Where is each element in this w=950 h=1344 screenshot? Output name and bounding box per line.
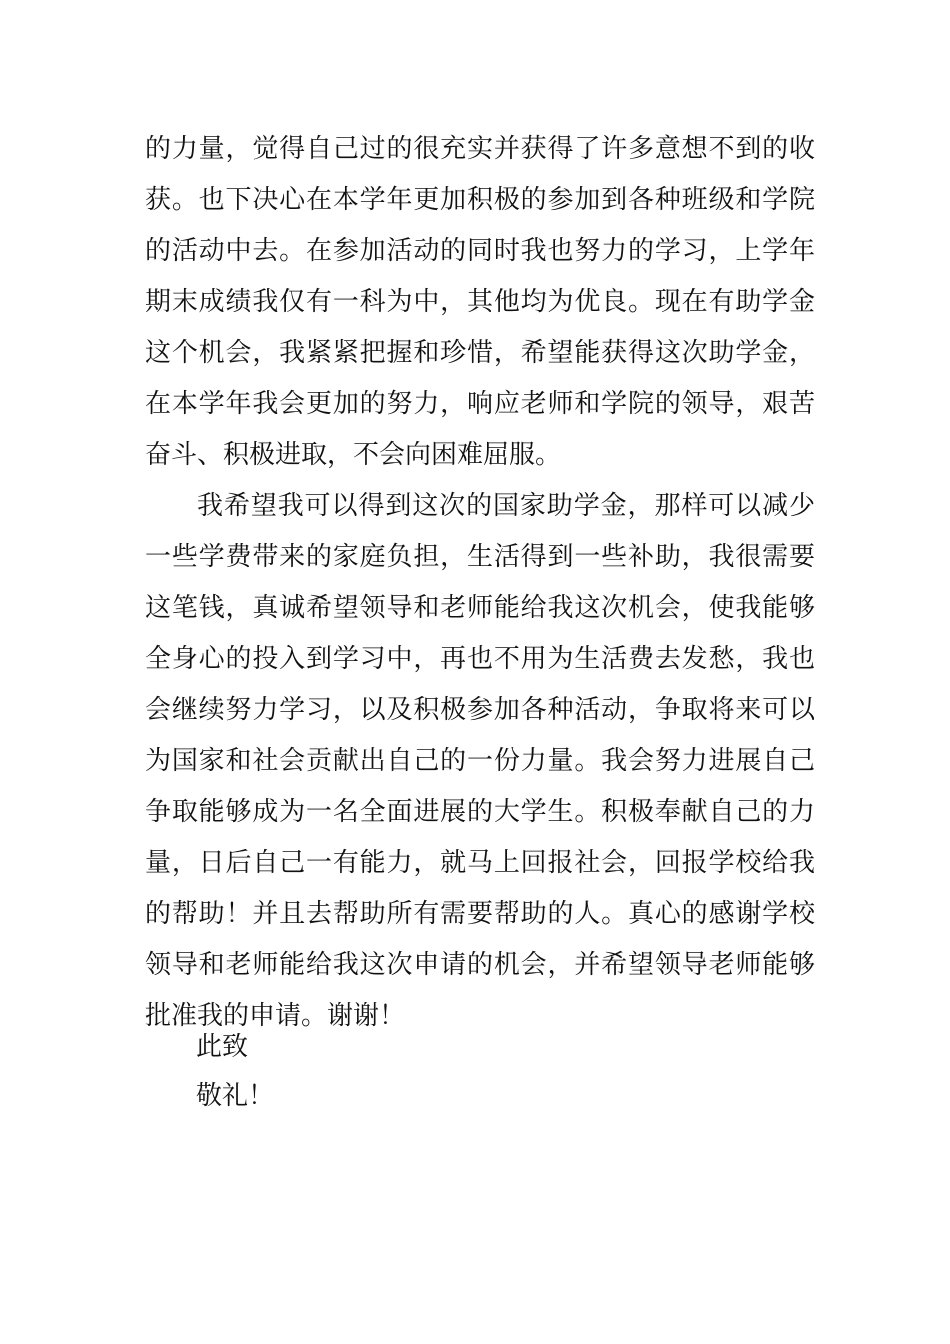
paragraph-2-line: 一些学费带来的家庭负担，生活得到一些补助，我很需要 [145, 542, 815, 572]
paragraph-2-line: 全身心的投入到学习中，再也不用为生活费去发愁，我也 [145, 644, 815, 674]
paragraph-2-line: 为国家和社会贡献出自己的一份力量。我会努力进展自己 [145, 746, 815, 776]
paragraph-1-line: 期末成绩我仅有一科为中，其他均为优良。现在有助学金 [145, 287, 815, 317]
paragraph-2-line: 我希望我可以得到这次的国家助学金，那样可以减少 [197, 491, 815, 521]
paragraph-2-line: 的帮助！并且去帮助所有需要帮助的人。真心的感谢学校 [145, 899, 815, 929]
letter-body [145, 124, 815, 1042]
paragraph-2-line: 批准我的申请。谢谢！ [145, 1001, 406, 1031]
paragraph-2-line: 会继续努力学习，以及积极参加各种活动，争取将来可以 [145, 695, 815, 725]
paragraph-1-line: 在本学年我会更加的努力，响应老师和学院的领导，艰苦 [145, 389, 815, 419]
paragraph-1-line: 获。也下决心在本学年更加积极的参加到各种班级和学院 [145, 185, 815, 215]
paragraph-2-line: 领导和老师能给我这次申请的机会，并希望领导老师能够 [145, 950, 815, 980]
closing-regards: 敬礼！ [196, 1081, 275, 1111]
closing-salutation: 此致 [196, 1032, 249, 1062]
paragraph-2-line: 争取能够成为一名全面进展的大学生。积极奉献自己的力 [145, 797, 815, 827]
paragraph-1-line: 的力量，觉得自己过的很充实并获得了许多意想不到的收 [145, 134, 815, 164]
paragraph-1-line: 奋斗、积极进取，不会向困难屈服。 [145, 440, 562, 470]
paragraph-1-line: 这个机会，我紧紧把握和珍惜，希望能获得这次助学金， [145, 338, 815, 368]
paragraph-2-line: 这笔钱，真诚希望领导和老师能给我这次机会，使我能够 [145, 593, 815, 623]
paragraph-2-line: 量，日后自己一有能力，就马上回报社会，回报学校给我 [145, 848, 815, 878]
paragraph-1-line: 的活动中去。在参加活动的同时我也努力的学习，上学年 [145, 236, 815, 266]
